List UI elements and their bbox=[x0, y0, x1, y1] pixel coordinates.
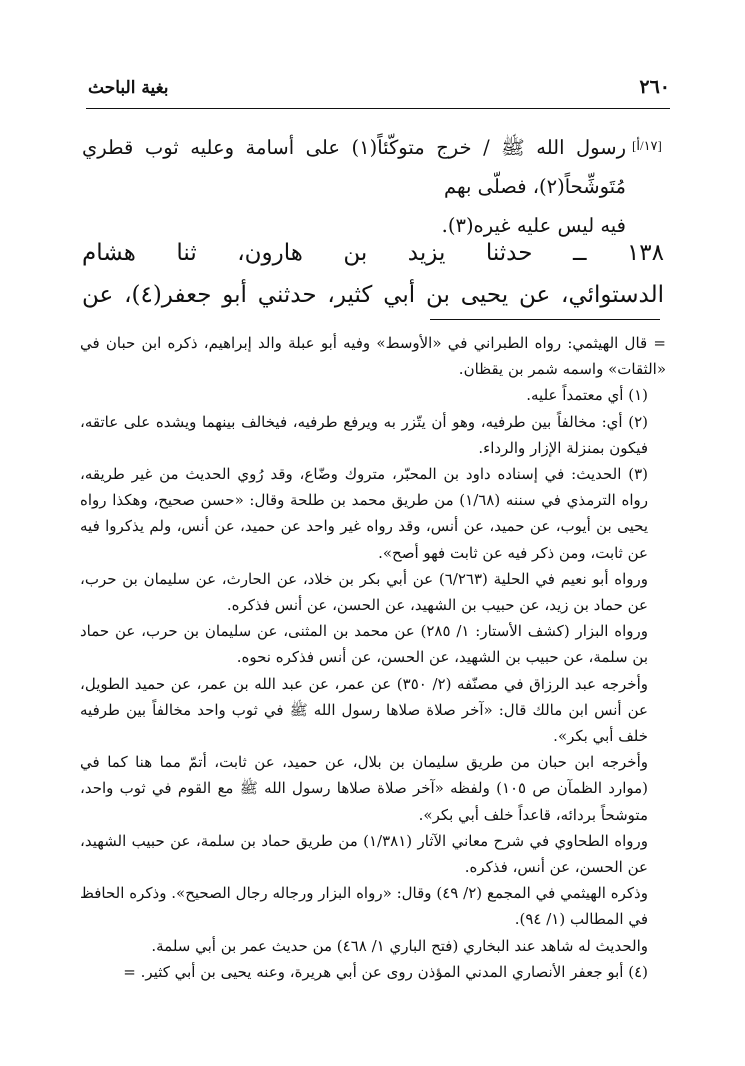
footnote-paragraph: ورواه أبو نعيم في الحلية (٦/٢٦٣) عن أبي بكر بن خلاد، عن الحارث، عن سليمان بن حرب، عن حماد بن زيد، عن حبيب بن الشهيد، عن الحسن، عن أنس فذكره. bbox=[80, 569, 648, 615]
footnote-paragraph: وذكره الهيثمي في المجمع (٢/ ٤٩) وقال: «رواه البزار ورجاله رجال الصحيح». وذكره الحافظ في المطالب (١/ ٩٤). bbox=[80, 884, 648, 929]
page-number: ٢٦٠ bbox=[639, 76, 670, 98]
footnote-paragraph: = قال الهيثمي: رواه الطبراني في «الأوسط» وفيه أبو عبلة والد إبراهيم، ذكره ابن حبان في «الثقات» واسمه شمر بن يقظان. bbox=[80, 334, 666, 379]
main-text-line-1: رسول الله ﷺ / خرج متوكّئاً(١) على أسامة وعليه ثوب قطري مُتَوشِّحاً(٢)، فصلّى بهم bbox=[82, 136, 627, 198]
hadith-line-1: ١٣٨ ــ حدثنا يزيد بن هارون، ثنا هشام bbox=[82, 240, 664, 266]
main-text-line-2: فيه ليس عليه غيره(٣). bbox=[441, 214, 626, 237]
footnote-paragraph: ورواه البزار (كشف الأستار: ١/ ٢٨٥) عن محمد بن المثنى، عن سليمان بن حرب، عن حماد بن سلمة، عن حبيب بن الشهيد، عن الحسن، عن أنس فذكره نحوه. bbox=[80, 622, 649, 667]
footnote-paragraph: وأخرجه ابن حبان من طريق سليمان بن بلال، عن حميد، عن ثابت، أتمّ مما هنا كما في (موارد الظمآن ص ١٠٥) ولفظه «آخر صلاة صلاها رسول الله ﷺ مع القوم في ثوب واحد، متوشحاً بردائه، قاعداً خلف أبي بكر». bbox=[80, 753, 648, 824]
running-title: بغية الباحث bbox=[88, 78, 169, 98]
footnote-paragraph: (٣) الحديث: في إسناده داود بن المحبّر، متروك وضّاع، وقد رُوي الحديث من غير طريقه، رواه الترمذي في سننه (١/٦٨) من طريق محمد بن طلحة وقال: «حسن صحيح، وهكذا رواه يحيى بن أيوب، عن حميد، عن أنس، وقد رواه غير واحد عن حميد، عن أنس، ولم يذكروا فيه عن ثابت، ومن ذكر فيه عن ثابت فهو أصح». bbox=[80, 465, 648, 562]
footnote-paragraph: (١) أي معتمداً عليه. bbox=[526, 386, 648, 405]
footnote-paragraph: ورواه الطحاوي في شرح معاني الآثار (١/٣٨١) من طريق حماد بن سلمة، عن حبيب الشهيد، عن الحسن، عن أنس، فذكره. bbox=[80, 831, 648, 877]
main-text bbox=[82, 128, 626, 245]
footnote-paragraph: وأخرجه عبد الرزاق في مصنّفه (٢/ ٣٥٠) عن عمر، عن عبد الله بن عمر، عن حميد الطويل، عن أنس ابن مالك قال: «آخر صلاة صلاها رسول الله ﷺ في ثوب واحد مخالفاً بين طرفيه خلف أبي بكر». bbox=[80, 674, 648, 746]
page-header bbox=[88, 76, 670, 106]
footnotes bbox=[80, 330, 666, 985]
hadith-line-2: الدستوائي، عن يحيى بن أبي كثير، حدثني أبو جعفر(٤)، عن bbox=[82, 282, 664, 308]
footnote-separator bbox=[430, 319, 660, 320]
hadith-138 bbox=[82, 232, 664, 316]
footnote-paragraph: (٢) أي: مخالفاً بين طرفيه، وهو أن يتّزر به ويرفع طرفيه، فيخالف بينهما ويشده على عاتقه، فيكون بمنزلة الإزار والرداء. bbox=[80, 412, 648, 457]
footnote-paragraph: (٤) أبو جعفر الأنصاري المدني المؤذن روى عن أبي هريرة، وعنه يحيى بن أبي كثير. = bbox=[123, 962, 648, 981]
footnote-paragraph: والحديث له شاهد عند البخاري (فتح الباري ١/ ٤٦٨) من حديث عمر بن أبي سلمة. bbox=[151, 936, 648, 955]
manuscript-folio-marker: [١٧/أ] bbox=[632, 138, 662, 153]
header-rule bbox=[86, 108, 670, 109]
